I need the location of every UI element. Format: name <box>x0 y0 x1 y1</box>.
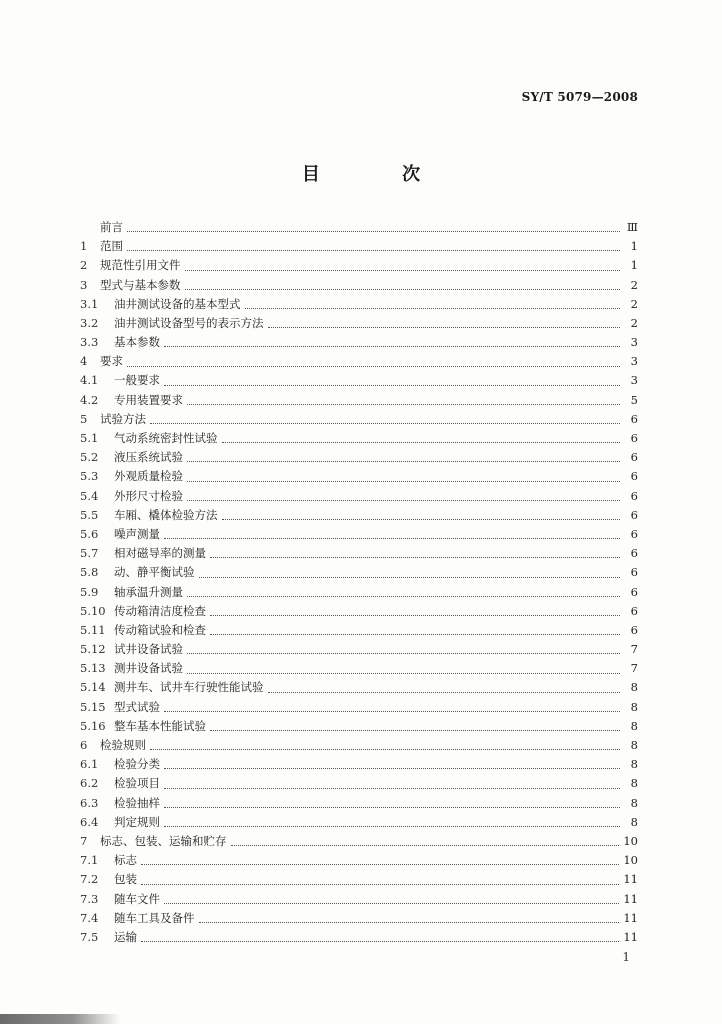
toc-entry-page: 11 <box>623 929 638 944</box>
toc-entry-number: 5.8 <box>80 565 99 580</box>
toc-entry[interactable] <box>80 602 638 621</box>
toc-dot-leader <box>210 615 620 616</box>
toc-entry-number: 7.4 <box>80 910 99 925</box>
toc-dot-leader <box>199 922 620 923</box>
toc-entry-label: 传动箱试验和检查 <box>114 622 206 637</box>
toc-entry-label: 油井测试设备型号的表示方法 <box>114 315 264 330</box>
toc-entry-number: 4.1 <box>80 373 99 388</box>
toc-entry-page: 6 <box>630 488 638 503</box>
toc-entry-page: 6 <box>630 411 638 426</box>
toc-entry[interactable] <box>80 774 638 793</box>
toc-entry[interactable] <box>80 467 638 486</box>
toc-dot-leader <box>164 711 620 712</box>
toc-entry-number: 2 <box>80 258 88 273</box>
toc-entry-label: 随车工具及备件 <box>114 910 195 925</box>
toc-entry-page: Ⅲ <box>626 219 638 234</box>
toc-entry-page: 8 <box>630 757 638 772</box>
toc-entry-number: 5.16 <box>80 718 106 733</box>
toc-entry-label: 一般要求 <box>114 373 160 388</box>
toc-entry[interactable] <box>80 928 638 947</box>
toc-dot-leader <box>187 461 620 462</box>
toc-entry-page: 8 <box>630 795 638 810</box>
toc-entry-number: 3.2 <box>80 315 99 330</box>
toc-dot-leader <box>268 327 621 328</box>
toc-entry-number: 7.3 <box>80 891 99 906</box>
toc-entry-number: 6.2 <box>80 776 99 791</box>
toc-dot-leader <box>245 308 621 309</box>
toc-entry[interactable] <box>80 909 638 928</box>
toc-entry-number: 7.1 <box>80 853 99 868</box>
toc-dot-leader <box>185 289 621 290</box>
toc-entry-label: 范围 <box>100 239 123 254</box>
toc-entry[interactable] <box>80 372 638 391</box>
toc-entry-label: 轴承温升测量 <box>114 584 183 599</box>
toc-entry[interactable] <box>80 410 638 429</box>
toc-entry-label: 车厢、橇体检验方法 <box>114 507 218 522</box>
toc-entry[interactable] <box>80 755 638 774</box>
toc-entry-number: 1 <box>80 239 88 254</box>
toc-entry-page: 3 <box>630 373 638 388</box>
toc-entry-page: 11 <box>623 910 638 925</box>
toc-entry-label: 噪声测量 <box>114 526 160 541</box>
toc-entry-label: 液压系统试验 <box>114 450 183 465</box>
toc-entry-page: 6 <box>630 584 638 599</box>
toc-entry-page: 8 <box>630 776 638 791</box>
toc-entry-label: 检验项目 <box>114 776 160 791</box>
toc-entry-number: 5.9 <box>80 584 99 599</box>
toc-dot-leader <box>185 270 621 271</box>
toc-dot-leader <box>164 385 620 386</box>
toc-dot-leader <box>164 826 620 827</box>
toc-entry[interactable] <box>80 890 638 909</box>
toc-entry-number: 5 <box>80 411 88 426</box>
toc-entry[interactable] <box>80 698 638 717</box>
toc-dot-leader <box>222 442 621 443</box>
toc-entry-page: 11 <box>623 872 638 887</box>
toc-dot-leader <box>164 768 620 769</box>
toc-entry[interactable] <box>80 237 638 256</box>
toc-dot-leader <box>150 749 620 750</box>
toc-entry-label: 专用装置要求 <box>114 392 183 407</box>
toc-entry-number: 3.1 <box>80 296 99 311</box>
toc-entry[interactable] <box>80 870 638 889</box>
toc-entry-page: 6 <box>630 622 638 637</box>
toc-entry-number: 6.4 <box>80 814 99 829</box>
toc-dot-leader <box>210 634 620 635</box>
toc-dot-leader <box>187 673 620 674</box>
toc-dot-leader <box>210 730 620 731</box>
toc-entry[interactable] <box>80 794 638 813</box>
toc-entry[interactable] <box>80 717 638 736</box>
toc-entry-label: 基本参数 <box>114 335 160 350</box>
toc-entry-label: 试验方法 <box>100 411 146 426</box>
toc-entry-label: 检验抽样 <box>114 795 160 810</box>
toc-entry-number: 6 <box>80 738 88 753</box>
toc-entry-number: 5.3 <box>80 469 99 484</box>
page-number: 1 <box>622 950 630 964</box>
toc-dot-leader <box>164 903 619 904</box>
toc-entry-label: 型式试验 <box>114 699 160 714</box>
toc-dot-leader <box>187 404 620 405</box>
toc-entry-page: 10 <box>623 833 638 848</box>
toc-entry-page: 8 <box>630 680 638 695</box>
toc-entry-label: 随车文件 <box>114 891 160 906</box>
toc-entry-page: 3 <box>630 335 638 350</box>
toc-entry[interactable] <box>80 256 638 275</box>
toc-entry-label: 测井车、试井车行驶性能试验 <box>114 680 264 695</box>
toc-dot-leader <box>187 481 620 482</box>
toc-entry[interactable] <box>80 583 638 602</box>
toc-entry-page: 6 <box>630 546 638 561</box>
toc-entry[interactable] <box>80 679 638 698</box>
toc-entry-label: 型式与基本参数 <box>100 277 181 292</box>
page-title: 目 次 <box>301 164 459 185</box>
toc-entry-page: 1 <box>630 239 638 254</box>
toc-entry-number: 5.14 <box>80 680 106 695</box>
toc-dot-leader <box>141 941 619 942</box>
toc-entry-page: 1 <box>630 258 638 273</box>
toc-entry[interactable] <box>80 487 638 506</box>
toc-entry-number: 3 <box>80 277 88 292</box>
toc-entry-number: 5.13 <box>80 661 106 676</box>
toc-entry-label: 外观质量检验 <box>114 469 183 484</box>
toc-entry-number: 4 <box>80 354 88 369</box>
table-of-contents <box>80 218 638 947</box>
toc-entry[interactable] <box>80 391 638 410</box>
toc-entry-label: 油井测试设备的基本型式 <box>114 296 241 311</box>
toc-entry-page: 6 <box>630 469 638 484</box>
toc-entry-number: 7 <box>80 833 88 848</box>
toc-entry[interactable] <box>80 218 638 237</box>
toc-entry-label: 气动系统密封性试验 <box>114 431 218 446</box>
toc-entry-page: 7 <box>630 642 638 657</box>
toc-dot-leader <box>141 884 619 885</box>
toc-entry[interactable] <box>80 276 638 295</box>
toc-entry-number: 3.3 <box>80 335 99 350</box>
toc-dot-leader <box>199 577 621 578</box>
toc-entry-number: 5.5 <box>80 507 99 522</box>
toc-entry-label: 相对磁导率的测量 <box>114 546 206 561</box>
toc-entry-number: 5.11 <box>80 622 106 637</box>
toc-entry-number: 5.7 <box>80 546 99 561</box>
toc-entry-page: 3 <box>630 354 638 369</box>
toc-dot-leader <box>164 807 620 808</box>
toc-entry-label: 包装 <box>114 872 137 887</box>
toc-dot-leader <box>231 845 620 846</box>
toc-entry[interactable] <box>80 295 638 314</box>
toc-entry-label: 动、静平衡试验 <box>114 565 195 580</box>
toc-dot-leader <box>164 538 620 539</box>
toc-entry-number: 7.2 <box>80 872 99 887</box>
toc-entry-number: 5.10 <box>80 603 106 618</box>
toc-entry[interactable] <box>80 525 638 544</box>
toc-dot-leader <box>164 788 620 789</box>
toc-entry[interactable] <box>80 659 638 678</box>
toc-dot-leader <box>187 500 620 501</box>
toc-dot-leader <box>187 653 620 654</box>
toc-entry-number: 7.5 <box>80 929 99 944</box>
toc-entry[interactable] <box>80 563 638 582</box>
toc-entry-label: 标志 <box>114 853 137 868</box>
toc-entry-number: 5.6 <box>80 526 99 541</box>
toc-entry-label: 传动箱清洁度检查 <box>114 603 206 618</box>
toc-entry-page: 8 <box>630 699 638 714</box>
toc-entry-label: 要求 <box>100 354 123 369</box>
toc-entry-page: 8 <box>630 814 638 829</box>
toc-entry-number: 5.4 <box>80 488 99 503</box>
toc-dot-leader <box>164 346 620 347</box>
toc-entry-page: 2 <box>630 315 638 330</box>
toc-entry-page: 8 <box>630 738 638 753</box>
toc-entry-label: 检验规则 <box>100 738 146 753</box>
toc-entry-page: 7 <box>630 661 638 676</box>
toc-entry-page: 11 <box>623 891 638 906</box>
toc-entry-number: 5.2 <box>80 450 99 465</box>
toc-entry-label: 判定规则 <box>114 814 160 829</box>
toc-entry-page: 10 <box>623 853 638 868</box>
toc-dot-leader <box>222 519 621 520</box>
toc-dot-leader <box>127 250 620 251</box>
toc-entry-page: 6 <box>630 526 638 541</box>
toc-entry-number: 5.1 <box>80 431 99 446</box>
toc-entry-page: 6 <box>630 450 638 465</box>
toc-dot-leader <box>150 423 620 424</box>
toc-entry[interactable] <box>80 506 638 525</box>
toc-entry[interactable] <box>80 640 638 659</box>
toc-entry-label: 标志、包装、运输和贮存 <box>100 833 227 848</box>
toc-dot-leader <box>187 596 620 597</box>
toc-entry-page: 6 <box>630 507 638 522</box>
toc-entry-label: 外形尺寸检验 <box>114 488 183 503</box>
toc-dot-leader <box>127 231 620 232</box>
toc-entry-page: 2 <box>630 277 638 292</box>
toc-entry[interactable] <box>80 851 638 870</box>
toc-entry-number: 6.3 <box>80 795 99 810</box>
toc-entry-page: 6 <box>630 431 638 446</box>
toc-dot-leader <box>268 692 621 693</box>
toc-entry[interactable] <box>80 448 638 467</box>
toc-entry-label: 测井设备试验 <box>114 661 183 676</box>
toc-entry-label: 前言 <box>100 219 123 234</box>
standard-code: SY/T 5079—2008 <box>521 90 638 104</box>
toc-entry[interactable] <box>80 314 638 333</box>
scan-edge-mark <box>0 1014 120 1024</box>
toc-entry-label: 运输 <box>114 929 137 944</box>
toc-entry[interactable] <box>80 832 638 851</box>
toc-entry-number: 4.2 <box>80 392 99 407</box>
toc-entry-label: 检验分类 <box>114 757 160 772</box>
toc-entry[interactable] <box>80 429 638 448</box>
toc-entry-number: 5.15 <box>80 699 106 714</box>
toc-entry-page: 6 <box>630 603 638 618</box>
toc-entry-page: 5 <box>630 392 638 407</box>
toc-entry-page: 6 <box>630 565 638 580</box>
toc-entry-label: 试井设备试验 <box>114 642 183 657</box>
toc-entry-number: 6.1 <box>80 757 99 772</box>
toc-entry[interactable] <box>80 621 638 640</box>
toc-entry[interactable] <box>80 813 638 832</box>
toc-entry-page: 2 <box>630 296 638 311</box>
toc-entry[interactable] <box>80 333 638 352</box>
toc-entry-page: 8 <box>630 718 638 733</box>
toc-dot-leader <box>141 864 619 865</box>
toc-entry-label: 规范性引用文件 <box>100 258 181 273</box>
toc-dot-leader <box>127 366 620 367</box>
toc-entry[interactable] <box>80 544 638 563</box>
toc-dot-leader <box>210 557 620 558</box>
toc-entry-number: 5.12 <box>80 642 106 657</box>
toc-entry[interactable] <box>80 352 638 371</box>
toc-entry[interactable] <box>80 736 638 755</box>
toc-entry-label: 整车基本性能试验 <box>114 718 206 733</box>
